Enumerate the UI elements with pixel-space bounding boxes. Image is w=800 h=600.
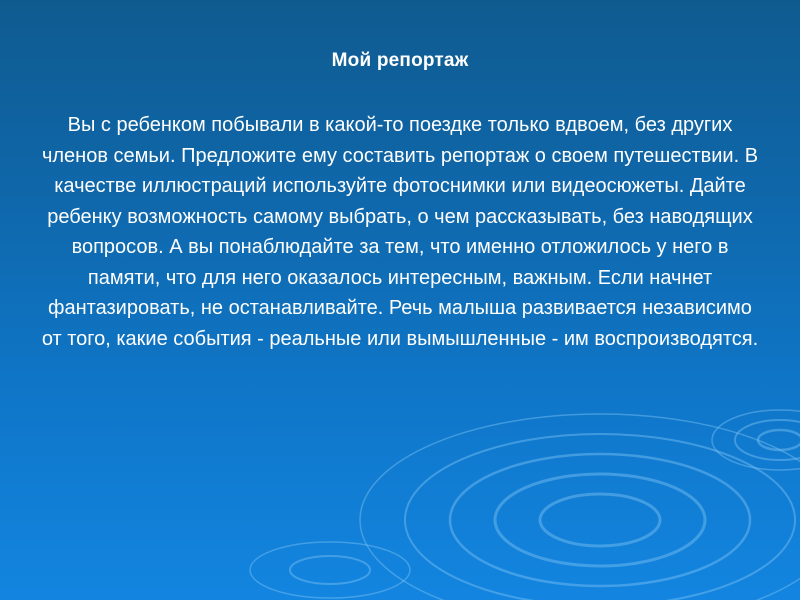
slide-body-text: Вы с ребенком побывали в какой-то поездке только вдвоем, без других членов семьи. Предложите ему составить репортаж о своем путешествии. В качестве иллюстраций используйте фотоснимки или видеосюжеты. Дайте ребенку возможность самому выбрать, о чем рассказывать, без наводящих вопросов. А вы понаблюдайте за тем, что именно отложилось у него в памяти, что для него оказалось интересным, важным. Если начнет фантазировать, не останавливайте. Речь малыша развивается независимо от того, какие события - реальные или вымышленные - им воспроизводятся. (41, 114, 759, 350)
slide-title: Мой репортаж (331, 50, 469, 71)
